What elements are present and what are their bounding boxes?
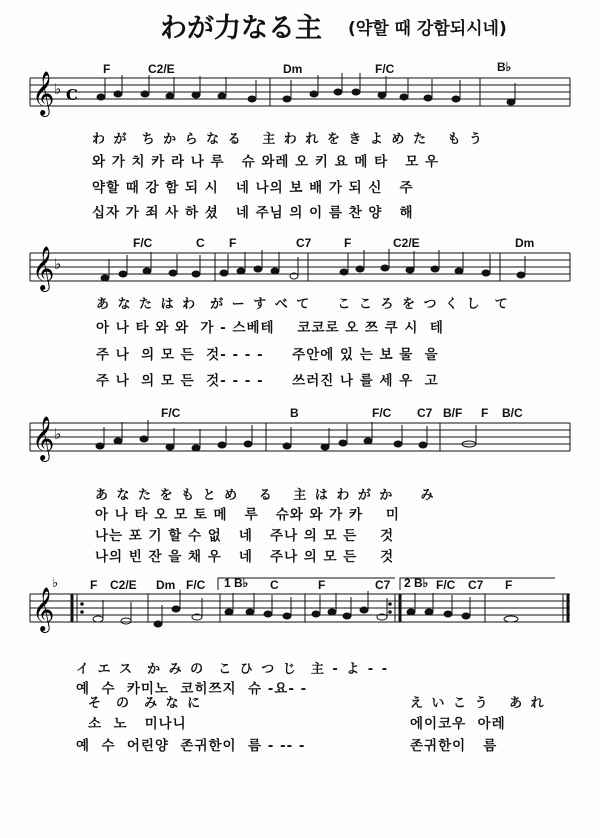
treble-clef-icon: 𝄞 — [32, 587, 55, 631]
lyric-line: 아 나 타 와 와 가 - 스베테 코코로 오 쯔 쿠 시 테 — [96, 320, 444, 336]
lyric-line: 에이코우 아레 — [410, 716, 506, 732]
chord-symbol: C — [270, 578, 279, 592]
chord-symbol: F/C — [133, 236, 153, 250]
chord-symbol: C7 — [296, 236, 312, 250]
chord-symbol: C2/E — [393, 236, 420, 250]
treble-clef-icon: 𝄞 — [32, 416, 55, 460]
lyric-line: 약할 때 강 함 되 시 네 나의 보 배 가 되 신 주 — [92, 180, 414, 196]
staff-system-4 — [0, 572, 600, 772]
chord-symbol: F — [90, 578, 98, 592]
lyric-line: あ な た を も と め る 主 は わ が か み — [95, 488, 436, 503]
chord-symbol: C2/E — [110, 578, 137, 592]
chord-symbol: F/C — [372, 406, 392, 420]
flat-icon: ♭ — [54, 255, 62, 273]
lyric-line: 와 가 치 카 라 나 루 슈 와레 오 키 요 메 타 모 우 — [92, 154, 439, 170]
chord-symbol: 2 B♭ — [404, 576, 429, 590]
lyric-line: イ エ ス か み の こ ひ つ じ 主 - よ - - — [76, 662, 390, 677]
lyric-line: 나는 포 기 할 수 없 네 주나 의 모 든 것 — [95, 528, 395, 544]
lyric-line: 나의 빈 잔 을 채 우 네 주나 의 모 든 것 — [95, 549, 395, 565]
lyric-line: そ の み な に — [88, 696, 203, 711]
chord-symbol: B/F — [443, 406, 463, 420]
chord-symbol: C7 — [417, 406, 433, 420]
treble-clef-icon: 𝄞 — [32, 71, 55, 115]
chord-symbol: F/C — [375, 62, 395, 76]
lyric-line: 예 수 카미노 코히쯔지 슈 -요- - — [76, 681, 308, 697]
song-title — [0, 6, 600, 42]
common-time-icon: C — [66, 86, 78, 104]
chord-symbol: F — [103, 62, 111, 76]
title-subtitle: (약할 때 강함되시네) — [348, 19, 507, 39]
lyric-line: 주 나 의 모 든 것- - - - 주안에 있 는 보 물 을 — [96, 347, 439, 363]
chord-symbol: C2/E — [148, 62, 175, 76]
chord-symbol: Dm — [283, 62, 303, 76]
lyric-line: 주 나 의 모 든 것- - - - 쓰러진 나 를 세 우 고 — [96, 373, 439, 389]
lyric-line: 십자 가 죄 사 하 셨 네 주님 의 이 름 찬 양 해 — [92, 205, 414, 221]
chord-symbol: 1 B♭ — [224, 576, 249, 590]
chord-symbol: B♭ — [497, 60, 512, 74]
chord-symbol: Dm — [515, 236, 535, 250]
chord-symbol: F/C — [161, 406, 181, 420]
lyric-line: 아 나 타 오 모 토 메 루 슈와 와 가 카 미 — [95, 507, 400, 523]
chord-symbol: C — [196, 236, 205, 250]
chord-symbol: C7 — [468, 578, 484, 592]
chord-symbol: F/C — [186, 578, 206, 592]
flat-icon: ♭ — [54, 80, 62, 98]
lyric-line: え い こ う あ れ — [410, 696, 546, 711]
lyric-line: 예 수 어린양 존귀한이 름 - -- - — [76, 738, 306, 754]
staff-system-3 — [0, 405, 600, 565]
title-main: わが力なる主 — [160, 13, 322, 44]
chord-symbol: F/C — [436, 578, 456, 592]
chord-symbol: F — [505, 578, 513, 592]
chord-symbol: B — [290, 406, 299, 420]
lyric-line: 소 노 미나니 — [88, 716, 187, 732]
flat-icon: ♭ — [54, 425, 62, 443]
chord-symbol: B/C — [502, 406, 523, 420]
lyric-line: あ な た は わ が ー す べ て こ こ ろ を つ く し て — [96, 297, 510, 312]
chord-symbol: Dm — [156, 578, 176, 592]
chord-symbol: F — [229, 236, 237, 250]
chord-symbol: C7 — [375, 578, 391, 592]
treble-clef-icon: 𝄞 — [32, 246, 55, 290]
flat-icon: ♭ — [52, 576, 59, 591]
chord-symbol: F — [318, 578, 326, 592]
staff-system-2 — [0, 235, 600, 395]
lyric-line: わ が ち か ら な る 主 わ れ を き よ め た も う — [92, 132, 485, 147]
chord-symbol: F — [481, 406, 489, 420]
lyric-line: 존귀한이 름 — [410, 738, 498, 754]
chord-symbol: F — [344, 236, 352, 250]
